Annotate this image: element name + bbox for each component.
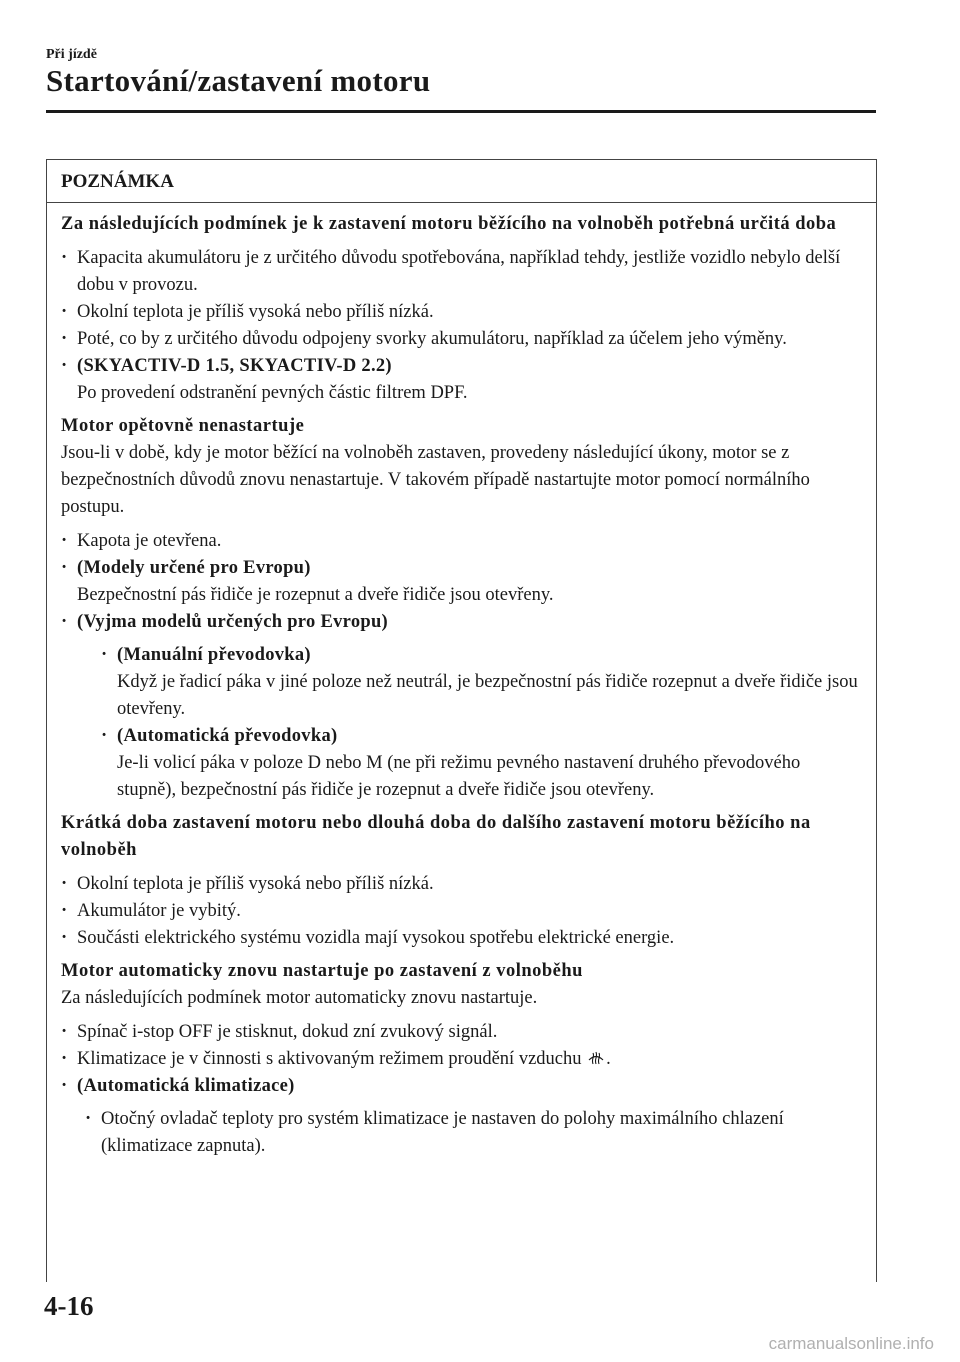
list-item: [101, 642, 858, 723]
europe-text: Bezpečnostní pás řidiče je rozepnut a dveře řidiče jsou otevřeny.: [77, 585, 554, 605]
list-item: · Okolní teplota je příliš vysoká nebo příliš nízká.: [61, 299, 858, 326]
note-body: [47, 203, 876, 1160]
s1-heading: Za následujících podmínek je k zastavení motoru běžícího na volnoběh potřebná určitá doba: [61, 214, 837, 234]
skyactiv-label: · (SKYACTIV-D 1.5, SKYACTIV-D 2.2): [77, 356, 392, 376]
s4-intro: Za následujících podmínek motor automaticky znovu nastartuje.: [61, 988, 538, 1008]
list-item: · Otočný ovladač teploty pro systém klimatizace je nastaven do polohy maximálního chlazení (klimatizace zapnuta).: [85, 1106, 858, 1160]
auto-climate-label: · (Automatická klimatizace): [77, 1076, 295, 1096]
list-item: [61, 1046, 858, 1073]
list-item: [61, 353, 858, 407]
section-label: Při jízdě: [46, 47, 97, 62]
s1-list: [61, 245, 858, 407]
s2-heading: Motor opětovně nenastartuje: [61, 416, 305, 436]
skyactiv-text: Po provedení odstranění pevných částic filtrem DPF.: [77, 383, 468, 403]
airflow-text-end: .: [606, 1049, 611, 1069]
watermark: carmanualsonline.info: [768, 1334, 934, 1353]
noneurope-label: · (Vyjma modelů určených pro Evropu): [77, 612, 389, 632]
note-label: POZNÁMKA: [47, 160, 876, 203]
list-item: · Spínač i-stop OFF je stisknut, dokud zní zvukový signál.: [61, 1019, 858, 1046]
page-number: 4-16: [44, 1291, 94, 1321]
auto-label: · (Automatická převodovka): [117, 726, 338, 746]
s3-list: [61, 871, 858, 952]
title-rule: [46, 110, 876, 113]
s2-intro: Jsou-li v době, kdy je motor běžící na volnoběh zastaven, provedeny následující úkony, motor se z bezpečnostních důvodů znovu nenastartuje. V takovém případě nastartujte motor pomocí normálního postupu.: [61, 443, 810, 517]
auto-climate-sublist: [85, 1106, 858, 1160]
europe-label: · (Modely určené pro Evropu): [77, 558, 311, 578]
list-item: [61, 1073, 858, 1100]
list-item: · Kapota je otevřena.: [61, 528, 858, 555]
list-item: · Akumulátor je vybitý.: [61, 898, 858, 925]
s3-heading: Krátká doba zastavení motoru nebo dlouhá doba do dalšího zastavení motoru běžícího na volnoběh: [61, 813, 811, 860]
list-item: [101, 723, 858, 804]
s2-list: [61, 528, 858, 804]
list-item: [61, 609, 858, 804]
airflow-text: Klimatizace je v činnosti s aktivovaným režimem proudění vzduchu: [77, 1049, 582, 1069]
page-title: Startování/zastavení motoru: [46, 63, 431, 98]
manual-text: Když je řadicí páka v jiné poloze než neutrál, je bezpečnostní pás řidiče rozepnut a dveře řidiče jsou otevřeny.: [117, 672, 858, 719]
list-item: · Součásti elektrického systému vozidla mají vysokou spotřebu elektrické energie.: [61, 925, 858, 952]
noneurope-sublist: [101, 642, 858, 804]
list-item: · Poté, co by z určitého důvodu odpojeny svorky akumulátoru, například za účelem jeho výměny.: [61, 326, 858, 353]
s4-list: [61, 1019, 858, 1100]
list-item: [61, 555, 858, 609]
note-box: [46, 159, 877, 1282]
list-item: · Okolní teplota je příliš vysoká nebo příliš nízká.: [61, 871, 858, 898]
auto-text: Je-li volicí páka v poloze D nebo M (ne při režimu pevného nastavení druhého převodového stupně), bezpečnostní pás řidiče je rozepnut a dveře řidiče jsou otevřeny.: [117, 753, 801, 800]
defroster-icon: [586, 1048, 606, 1064]
s4-heading: Motor automaticky znovu nastartuje po zastavení z volnoběhu: [61, 961, 583, 981]
manual-label: · (Manuální převodovka): [117, 645, 311, 665]
list-item: · Kapacita akumulátoru je z určitého důvodu spotřebována, například tehdy, jestliže vozidlo nebylo delší dobu v provozu.: [61, 245, 858, 299]
